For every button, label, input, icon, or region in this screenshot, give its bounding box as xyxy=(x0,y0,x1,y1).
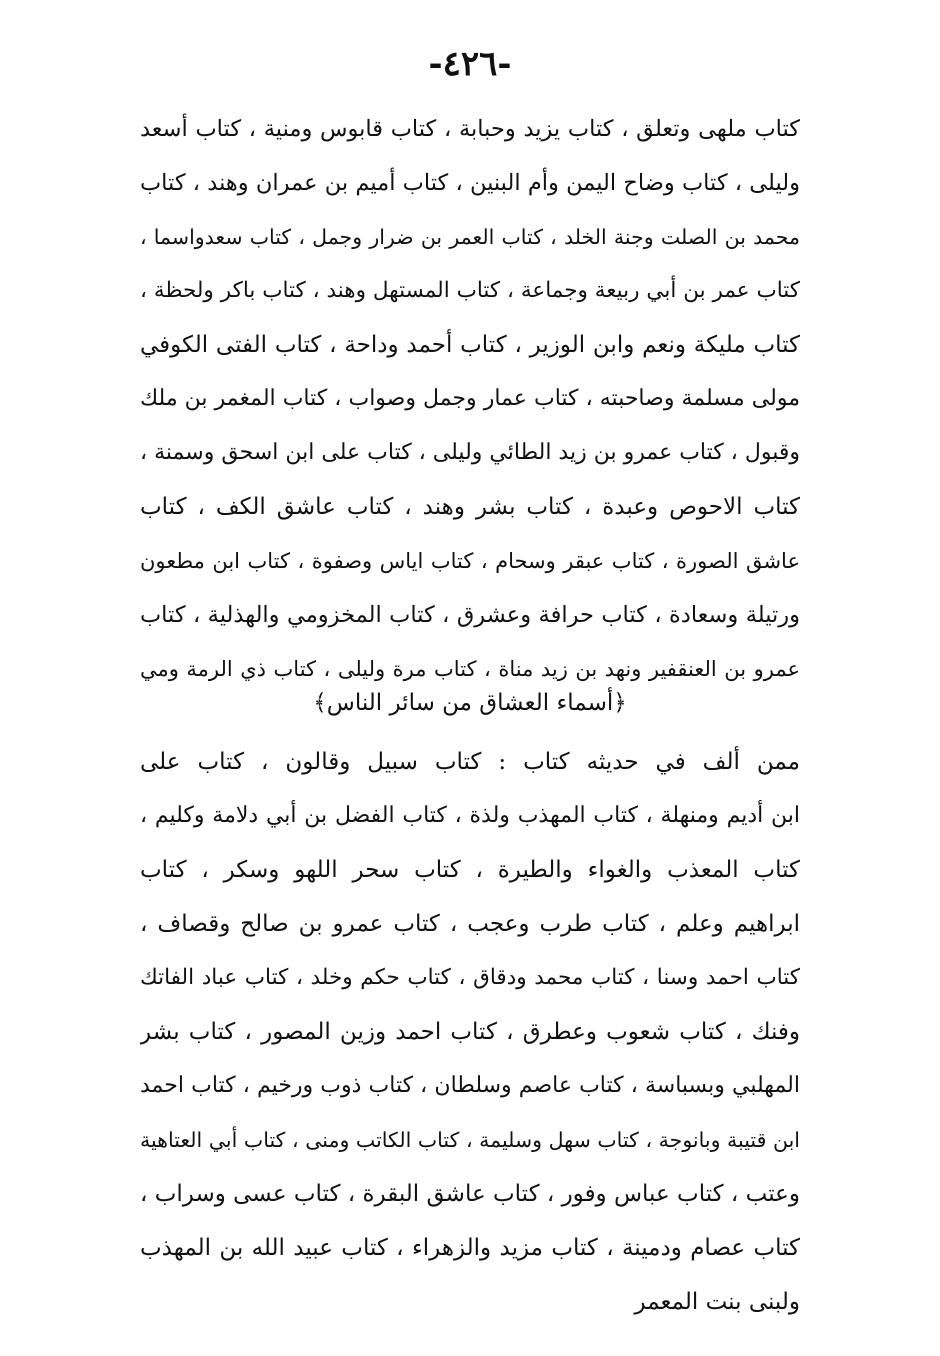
text-line: وفنك ، كتاب شعوب وعطرق ، كتاب احمد وزين المصور ، كتاب بشر xyxy=(140,1019,800,1045)
text-line: كتاب المعذب والغواء والطيرة ، كتاب سحر اللهو وسكر ، كتاب xyxy=(140,857,800,883)
text-line: ولبنى بنت المعمر xyxy=(634,1289,800,1315)
text-line: ورتيلة وسعادة ، كتاب حرافة وعشرق ، كتاب المخزومي والهذلية ، كتاب xyxy=(140,602,800,628)
text-line: كتاب الاحوص وعبدة ، كتاب بشر وهند ، كتاب عاشق الكف ، كتاب xyxy=(140,494,800,520)
text-line: مولى مسلمة وصاحبته ، كتاب عمار وجمل وصواب ، كتاب المغمر بن ملك xyxy=(140,386,800,411)
text-line: المهلبي وبسباسة ، كتاب عاصم وسلطان ، كتاب ذوب ورخيم ، كتاب احمد xyxy=(140,1073,800,1098)
text-line: كتاب عصام ودمينة ، كتاب مزيد والزهراء ، كتاب عبيد الله بن المهذب xyxy=(140,1235,800,1261)
text-line: وقبول ، كتاب عمرو بن زيد الطائي وليلى ، كتاب على ابن اسحق وسمنة ، xyxy=(140,440,800,465)
text-line: ابن أديم ومنهلة ، كتاب المهذب ولذة ، كتاب الفضل بن أبي دلامة وكليم ، xyxy=(140,803,800,828)
text-line: محمد بن الصلت وجنة الخلد ، كتاب العمر بن ضرار وجمل ، كتاب سعدواسما ، xyxy=(140,225,800,249)
text-line: كتاب احمد وسنا ، كتاب محمد ودقاق ، كتاب حكم وخلد ، كتاب عباد الفاتك xyxy=(140,965,800,990)
text-block-bottom xyxy=(140,735,800,1329)
section-heading: ﴿أسماء العشاق من سائر الناس﴾ xyxy=(313,690,627,716)
text-line: وعتب ، كتاب عباس وفور ، كتاب عاشق البقرة ، كتاب عسى وسراب ، xyxy=(140,1181,800,1207)
text-line: وليلى ، كتاب وضاح اليمن وأم البنين ، كتاب أميم بن عمران وهند ، كتاب xyxy=(140,170,800,196)
text-line: ابراهيم وعلم ، كتاب طرب وعجب ، كتاب عمرو بن صالح وقصاف ، xyxy=(140,911,800,937)
text-line: ممن ألف في حديثه كتاب : كتاب سبيل وقالون ، كتاب على xyxy=(140,749,800,775)
text-line: عمرو بن العنقفير ونهد بن زيد مناة ، كتاب مرة وليلى ، كتاب ذي الرمة ومي xyxy=(140,657,800,681)
text-line: كتاب عمر بن أبي ربيعة وجماعة ، كتاب المستهل وهند ، كتاب باكر ولحظة ، xyxy=(140,278,800,303)
text-line: ابن قتيبة وبانوجة ، كتاب سهل وسليمة ، كتاب الكاتب ومنى ، كتاب أبي العتاهية xyxy=(140,1128,800,1152)
text-line: كتاب ملهى وتعلق ، كتاب يزيد وحبابة ، كتاب قابوس ومنية ، كتاب أسعد xyxy=(140,116,800,142)
page-number: -٤٢٦- xyxy=(428,44,512,84)
text-line: كتاب مليكة ونعم وابن الوزير ، كتاب أحمد وداحة ، كتاب الفتى الكوفي xyxy=(140,332,800,358)
text-block-top xyxy=(140,102,800,696)
text-line: عاشق الصورة ، كتاب عبقر وسحام ، كتاب اياس وصفوة ، كتاب ابن مطعون xyxy=(140,549,800,573)
